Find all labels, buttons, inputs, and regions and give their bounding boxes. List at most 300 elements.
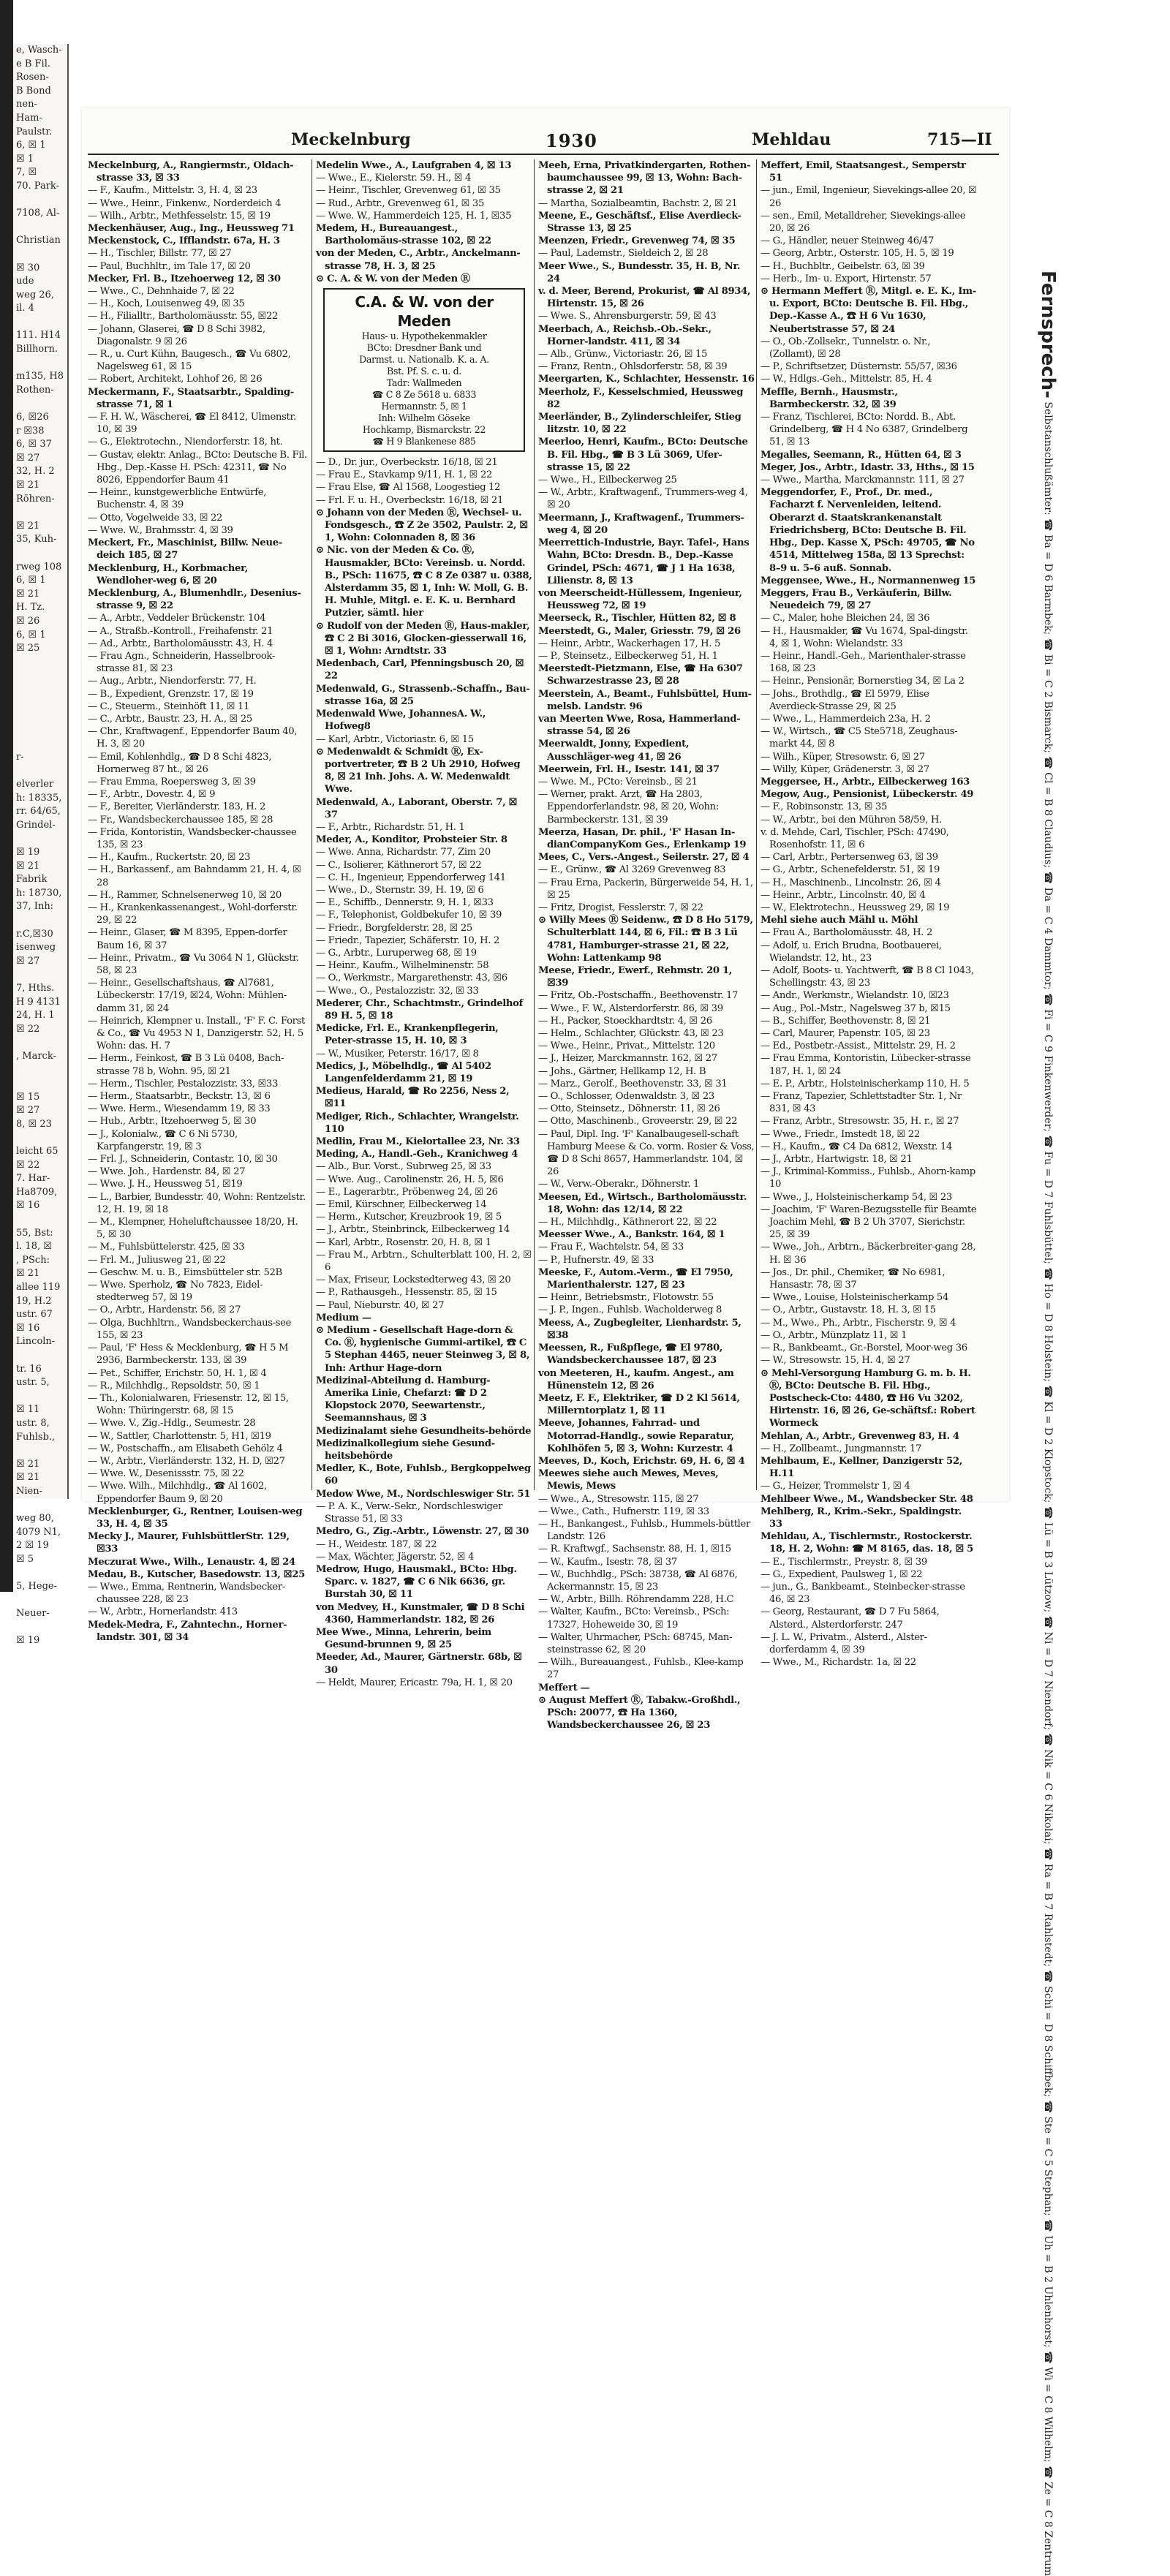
column-2 [312, 159, 532, 1688]
previous-page-fragment: ☒ 27 [16, 955, 40, 967]
directory-entry: Mehldau, A., Tischlermstr., Rostockerstr. 18, H. 2, Wohn: ☎ M 8165, das. 18, ☒ 5 [760, 1531, 973, 1555]
previous-page-fragment: ☒ 26 [16, 615, 40, 627]
advertisement-line: Hermannstr. 5, ☒ 1 [381, 401, 467, 412]
directory-entry: ⊙ Medium - Gesellschaft Hage-dorn & Co. Ⓡ, hygienische Gummi-artikel, ☎ C 5 Stephan 4465, neuer Steinweg 3, ☒ 8, Inh: Arthur Hage-dorn [316, 1325, 530, 1374]
directory-entry: Medium — [316, 1312, 371, 1323]
directory-entry: — Georg, Arbtr., Osterstr. 105, H. 5, ☒ 19 [760, 248, 954, 260]
previous-page-fragment: h: 18730, [16, 887, 62, 899]
directory-entry: — Wwe., M., Richardstr. 1a, ☒ 22 [760, 1657, 916, 1669]
directory-entry: Medenbach, Carl, Pfenningsbusch 20, ☒ 22 [316, 658, 524, 682]
page-number: 715—II [927, 130, 992, 149]
directory-entry: — Wwe. S., Ahrensburgerstr. 59, ☒ 43 [538, 311, 717, 322]
directory-entry: Meer Wwe., S., Bundesstr. 35, H. B, Nr. 24 [538, 260, 741, 284]
directory-entry: — Franz, Rentn., Ohlsdorferstr. 58, ☒ 39 [538, 361, 728, 373]
telephone-legend-title: Fernsprech- [1037, 271, 1059, 399]
directory-entry: Meewes siehe auch Mewes, Meves, Mewis, Mews [538, 1468, 719, 1492]
directory-entry: Meergarten, K., Schlachter, Hessenstr. 16 [538, 374, 755, 385]
directory-entry: Mecky J., Maurer, FuhlsbüttlerStr. 129, ☒33 [88, 1531, 290, 1555]
previous-page-fragment [13, 1567, 67, 1581]
directory-entry: — Adolf, u. Erich Brudna, Bootbauerei, Wielandstr. 12, ht., 23 [760, 940, 942, 964]
advertisement-line: ☎ C 8 Ze 5618 u. 6833 [371, 389, 477, 401]
directory-entry: — Frau Emma, Roepersweg 3, ☒ 39 [88, 776, 256, 787]
directory-entry: — M., Wwe., Ph., Arbtr., Fischerstr. 9, ☒ 4 [760, 1317, 956, 1329]
directory-entry: — jun., G., Bankbeamt., Steinbecker-strasse 46, ☒ 23 [760, 1581, 965, 1606]
directory-entry: — Willy, Küper, Grädenerstr. 3, ☒ 27 [760, 763, 929, 775]
directory-entry: — Emil, Kürschner, Eilbeckerweg 14 [316, 1199, 487, 1211]
directory-entry: — Emil, Kohlenhdlg., ☎ D 8 Schi 4823, Hornerweg 87 ht., ☒ 26 [88, 751, 272, 775]
directory-entry: — E. P., Arbtr., Holsteinischerkamp 110, H. 5 [760, 1078, 970, 1089]
previous-page-fragment [13, 248, 67, 262]
directory-entry: Meerstein, A., Beamt., Fuhlsbüttel, Hum-melsb. Landstr. 96 [538, 688, 752, 712]
directory-entry: — Heinrich, Klempner u. Install., 'F' F. C. Forst & Co., ☎ Vu 4953 N 1, Danzigerstr. 52, H. 5 Wohn: das. H. 7 [88, 1015, 305, 1052]
previous-page-fragment [13, 1621, 67, 1635]
directory-entry: — P., Schriftsetzer, Düsternstr. 55/57, ☒36 [760, 361, 957, 373]
directory-entry: — Wwe., L., Hammerdeich 23a, H. 2 [760, 713, 931, 725]
directory-entry: Medau, B., Kutscher, Basedowstr. 13, ☒25 [88, 1568, 305, 1580]
directory-entry: — H., Kaufm., ☎ C4 Da 6812, Wexstr. 14 [760, 1141, 952, 1152]
directory-entry: — W., Hdlgs.-Geh., Mittelstr. 85, H. 4 [760, 374, 932, 385]
directory-entry: Meder, A., Konditor, Probsteier Str. 8 [316, 834, 507, 846]
directory-entry: — Andr., Werkmstr., Wielandstr. 10, ☒23 [760, 990, 949, 1002]
previous-page-fragment: ☒ 21 [16, 860, 40, 872]
directory-entry: Meermann, J., Kraftwagenf., Trummers-weg 4, ☒ 20 [538, 512, 744, 536]
directory-entry: — B., Expedient, Grenzstr. 17, ☒ 19 [88, 688, 254, 700]
previous-page-fragment: 19, H.2 [16, 1295, 52, 1307]
directory-entry: ⊙ Rudolf von der Meden Ⓡ, Haus-makler, ☎ C 2 Bi 3016, Glocken-giesserwall 16, ☒ 1, Wohn: Arndtstr. 33 [316, 620, 530, 657]
directory-entry: — Frau Agn., Schneiderin, Hasselbrook-strasse 81, ☒ 23 [88, 650, 275, 675]
directory-entry: Meeves, D., Koch, Erichstr. 69, H. 6, ☒ 4 [538, 1455, 745, 1467]
previous-page-fragment: ☒ 30 [16, 262, 40, 273]
directory-entry: — Friedr., Tapezier, Schäferstr. 10, H. 2 [316, 934, 499, 946]
advertisement-box [323, 288, 525, 452]
previous-page-fragment: ☒ 5 [16, 1553, 34, 1565]
directory-entry: v. d. Mehde, Carl, Tischler, PSch: 47490, Rosenhofstr. 11, ☒ 6 [760, 826, 949, 850]
previous-page-fragment: m135, H8 [16, 371, 64, 382]
previous-page-fragment [13, 1064, 67, 1078]
directory-entry: — P., Steinsetz., Eilbeckerweg 51, H. 1 [538, 650, 718, 662]
directory-entry: — W., Stresowstr. 15, H. 4, ☒ 27 [760, 1355, 910, 1367]
directory-entry: Meetz, F. F., Elektriker, ☎ D 2 Kl 5614, Millerntorplatz 1, ☒ 11 [538, 1392, 740, 1417]
directory-entry: — G., Händler, neuer Steinweg 46/47 [760, 235, 934, 247]
previous-page-fragment: e B Fil. [16, 58, 50, 69]
directory-entry: — H., Koch, Louisenweg 49, ☒ 35 [88, 298, 245, 310]
directory-entry: — Heldt, Maurer, Ericastr. 79a, H. 1, ☒ 20 [316, 1677, 513, 1688]
directory-entry: — R., u. Curt Kühn, Baugesch., ☎ Vu 6802, Nagelsweg 61, ☒ 15 [88, 349, 291, 373]
previous-page-fragment: 6, ☒ 1 [16, 629, 46, 641]
directory-entry: Meerwein, Frl. H., Isestr. 141, ☒ 37 [538, 763, 720, 775]
directory-entry: — Alb., Grünw., Victoriastr. 26, ☒ 15 [538, 349, 708, 360]
directory-entry: — L., Barbier, Bundesstr. 40, Wohn: Rentzelstr. 12, H. 19, ☒ 18 [88, 1191, 306, 1215]
previous-page-fragment: ☒ 21 [16, 480, 40, 491]
directory-entry: — F., Arbtr., Richardstr. 51, H. 1 [316, 821, 465, 833]
directory-entry: — Paul, Buchhltr., im Tale 17, ☒ 20 [88, 260, 251, 272]
previous-page-fragment: , PSch: [16, 1254, 50, 1266]
directory-entry: — Wwe., Friedr., Imstedt 18, ☒ 22 [760, 1128, 920, 1140]
directory-entry: — H., Maschinenb., Lincolnstr. 26, ☒ 4 [760, 877, 941, 888]
directory-entry: — W., Postschaffn., am Elisabeth Gehölz 4 [88, 1443, 283, 1454]
previous-page-fragment: H. Tz. [16, 602, 45, 613]
previous-page-fragment: Neuer- [16, 1608, 50, 1620]
directory-entry: — W., Elektrotechn., Heussweg 29, ☒ 19 [760, 902, 950, 913]
directory-entry: Meggers, Frau B., Verkäuferin, Billw. Neuedeich 79, ☒ 27 [760, 587, 952, 612]
previous-page-fragment [13, 1213, 67, 1227]
previous-page-fragment: Grindel- [16, 819, 56, 831]
previous-page-fragment: ☒ 25 [16, 643, 40, 654]
directory-entry: — D., Dr. jur., Overbeckstr. 16/18, ☒ 21 [316, 457, 498, 469]
advertisement-line: Haus- u. Hypothekenmakler [361, 331, 487, 342]
directory-entry: — Paul, 'F' Hess & Mecklenburg, ☎ H 5 M 2936, Barmbeckerstr. 133, ☒ 39 [88, 1342, 289, 1367]
previous-page-fragment: ☒ 22 [16, 1023, 40, 1035]
directory-entry: Meerstedt-Pietzmann, Else, ☎ Ha 6307 Schwarzestrasse 23, ☒ 28 [538, 663, 743, 687]
directory-entry: — Wwe., C., Dehnhaide 7, ☒ 22 [88, 286, 235, 298]
directory-entry: — Fritz, Drogist, Fesslerstr. 7, ☒ 22 [538, 902, 703, 913]
directory-entry: — Heinr., Pensionär, Bornerstieg 34, ☒ La 2 [760, 676, 965, 687]
directory-entry: — E., Tischlermstr., Preystr. 8, ☒ 39 [760, 1556, 927, 1568]
directory-entry: Meesser Wwe., A., Bankstr. 164, ☒ 1 [538, 1229, 725, 1241]
directory-entry: — W., Sattler, Charlottenstr. 5, H1, ☒19 [88, 1430, 271, 1442]
advertisement-line: BCto: Dresdner Bank und [366, 342, 482, 354]
directory-entry: — Paul, Lademstr., Sieldeich 2, ☒ 28 [538, 248, 709, 260]
directory-entry: von Meerscheidt-Hüllessem, Ingenieur, Heussweg 72, ☒ 19 [538, 587, 742, 612]
directory-entry: Meger, Jos., Arbtr., Idastr. 33, Hths., ☒ 15 [760, 461, 975, 473]
directory-entry: Meerbach, A., Reichsb.-Ob.-Sekr., Horner-landstr. 411, ☒ 34 [538, 323, 712, 347]
previous-page-fragment: weg 26, [16, 289, 54, 301]
directory-entry: — sen., Emil, Metalldreher, Sievekings-allee 20, ☒ 26 [760, 210, 966, 235]
directory-entry: — F., Telephonist, Goldbekufer 10, ☒ 39 [316, 910, 502, 921]
directory-entry: — Herm., Kutscher, Kreuzbrook 19, ☒ 5 [316, 1212, 502, 1223]
directory-entry: — Wwe., Joh., Arbtrn., Bäckerbreiter-gang 28, H. ☒ 36 [760, 1242, 976, 1266]
directory-entry: — H., Bankangest., Fuhlsb., Hummels-büttler Landstr. 126 [538, 1518, 750, 1543]
directory-entry: Medler, K., Bote, Fuhlsb., Bergkoppelweg 60 [316, 1463, 531, 1487]
previous-page-fragment [13, 1390, 67, 1404]
directory-entry: — W., Kaufm., Isestr. 78, ☒ 37 [538, 1556, 677, 1568]
previous-page-fragment: leicht 65 [16, 1146, 58, 1157]
directory-entry: — Johs., Gärtner, Hellkamp 12, H. B [538, 1065, 706, 1077]
directory-entry: — Franz, Tischlerei, BCto: Nordd. B., Abt. Grindelberg, ☎ H 4 No 6387, Grindelberg 51, ☒ 13 [760, 412, 968, 448]
directory-entry: Meeder, Ad., Maurer, Gärtnerstr. 68b, ☒ 30 [316, 1652, 522, 1676]
previous-page-fragment: tr. 16 [16, 1363, 42, 1375]
page-header [82, 108, 1009, 151]
previous-page-fragment: 5, Hege- [16, 1581, 57, 1593]
previous-page-fragment: ☒ 27 [16, 452, 40, 464]
previous-page-fragment: nen- [16, 99, 37, 110]
directory-entry: — Herm., Tischler, Pestalozzistr. 33, ☒33 [88, 1078, 278, 1089]
previous-page-fragment: Röhren- [16, 493, 55, 505]
directory-entry: ⊙ C. A. & W. von der Meden Ⓡ [316, 273, 470, 284]
previous-page-fragment [13, 968, 67, 982]
directory-entry: — W., Arbtr., Billh. Röhrendamm 228, H.C [538, 1594, 734, 1606]
directory-entry: — Carl, Maurer, Papenstr. 105, ☒ 23 [760, 1028, 930, 1040]
previous-page-fragment: 8, ☒ 23 [16, 1118, 52, 1130]
directory-entry: Medenwald Wwe, JohannesA. W., Hofweg8 [316, 709, 486, 733]
previous-page-fragment: 32, H. 2 [16, 466, 55, 477]
directory-entry: — J. L. W., Privatm., Alsterd., Alster-dorferdamm 4, ☒ 39 [760, 1631, 927, 1655]
previous-page-fragment: Fabrik [16, 874, 48, 885]
telephone-legend-text: Selbstanschlußämter: ☎ Ba = D 6 Barmbek; ☎ Bi = C 2 Bismarck; ☎ Cl = B 8 Claudius; ☎ Da = C 4 Dammtor; ☎ Fi = C 9 Finkenwerder; ☎ Fu = D 7 Fuhlsbüttel; ☎ Ho = D 8 Holstein; ☎ Kl = D 2 Klopstock; ☎ Lü = B 3 Lützow; ☎ Ni = D 7 Niendorf; ☎ Nik = C 6 Nikolai; ☎ Ra = B 7 Rahlstedt; ☎ Schi = D 8 Schiffbek; ☎ Ste = C 5 Stephan; ☎ Uh = B 2 Uhlenhorst; ☎ Wi = C 8 Wilhelm; ☎ Ze = C 8 Zentrum [1042, 401, 1054, 2576]
directory-entry: — Jos., Dr. phil., Chemiker, ☎ No 6981, Hansastr. 78, ☒ 37 [760, 1266, 946, 1291]
directory-entry: — Wwe. Sperholz, ☎ No 7823, Eidel-stedterweg 57, ☒ 19 [88, 1280, 263, 1304]
directory-entry: — Wwe. J. H., Heussweg 51, ☒19 [88, 1179, 243, 1190]
directory-entry: — C. H., Ingenieur, Eppendorferweg 141 [316, 872, 506, 883]
previous-page-fragment: B Bond [16, 85, 51, 97]
directory-entry: — Wwe., A., Stresowstr. 115, ☒ 27 [538, 1493, 699, 1505]
directory-entry: — Helm., Schlachter, Glückstr. 43, ☒ 23 [538, 1028, 724, 1040]
directory-entry: Medenwald, A., Laborant, Oberstr. 7, ☒ 37 [316, 796, 518, 820]
directory-entry: Mecklenburger, G., Rentner, Louisen-weg 33, H. 4, ☒ 35 [88, 1506, 303, 1530]
directory-entry: — Friedr., Borgfelderstr. 28, ☒ 25 [316, 922, 472, 934]
previous-page-fragment: 6, ☒26 [16, 412, 49, 423]
directory-entry: — R., Bankbeamt., Gr.-Borstel, Moor-weg 36 [760, 1342, 967, 1354]
previous-page-fragment [13, 1444, 67, 1458]
previous-page-fragment: 24, H. 1 [16, 1010, 55, 1021]
directory-entry: — Max, Wächter, Jägerstr. 52, ☒ 4 [316, 1551, 475, 1563]
previous-page-fragment: Rosen- [16, 72, 49, 83]
directory-entry: Medro, G., Zig.-Arbtr., Löwenstr. 27, ☒ 30 [316, 1526, 529, 1538]
directory-entry: Meckenhäuser, Aug., Ing., Heussweg 71 [88, 223, 295, 235]
directory-entry: — C., Maler, hohe Bleichen 24, ☒ 36 [760, 613, 930, 624]
directory-entry: — H., Zollbeamt., Jungmannstr. 17 [760, 1443, 922, 1454]
directory-entry: — Karl, Arbtr., Victoriastr. 6, ☒ 15 [316, 733, 474, 745]
directory-entry: — Wilh., Bureauangest., Fuhlsb., Klee-kamp 27 [538, 1657, 744, 1681]
directory-entry: — B., Schiffer, Beethovenstr. 8, ☒ 21 [760, 1015, 931, 1027]
directory-entry: ⊙ Nic. von der Meden & Co. Ⓡ, Hausmakler, BCto: Vereinsb. u. Nordd. B., PSch: 11675, ☎ C 8 Ze 0387 u. 0388, Alsterdamm 35, ☒ 1, Inh: W. Moll, G. B. H. Muhle, Mitgl. e. E. K. u. Bernhard Putzier, sämtl. hier [316, 545, 532, 619]
directory-entry: — Georg, Restaurant, ☎ D 7 Fu 5864, Alsterd., Alsterdorferstr. 247 [760, 1606, 940, 1631]
directory-entry: — O., Arbtr., Gustavstr. 18, H. 3, ☒ 15 [760, 1304, 936, 1316]
directory-entry: — Wwe. Anna, Richardstr. 77, Zim 20 [316, 847, 491, 858]
previous-page-fragment: Christian [16, 235, 61, 246]
directory-entry: — H., Tischler, Billstr. 77, ☒ 27 [88, 248, 232, 260]
directory-entry: — Werner, prakt. Arzt, ☎ Ha 2803, Eppendorferlandstr. 98, ☒ 20, Wohn: Barmbeckerstr. 131, ☒ 39 [538, 789, 719, 826]
directory-entry: Mecker, Frl. B., Itzehoerweg 12, ☒ 30 [88, 273, 281, 284]
directory-entry: — J., Arbtr., Steinbrinck, Eilbeckerweg 14 [316, 1224, 510, 1236]
directory-entry: — C., Steuerm., Steinhöft 11, ☒ 11 [88, 700, 250, 712]
directory-entry: Mehlan, A., Arbtr., Grevenweg 83, H. 4 [760, 1430, 959, 1442]
directory-entry: — W., Musiker, Peterstr. 16/17, ☒ 8 [316, 1048, 479, 1060]
directory-entry: — Frau E., Stavkamp 9/11, H. 1, ☒ 22 [316, 469, 493, 481]
previous-page-edge [13, 44, 69, 1647]
previous-page-fragment: r- [16, 751, 24, 763]
directory-entry: — Frida, Kontoristin, Wandsbecker-chaussee 135, ☒ 23 [88, 826, 297, 850]
previous-page-fragment [13, 194, 67, 208]
directory-entry: Meerholz, F., Kesselschmied, Heussweg 82 [538, 386, 744, 410]
previous-page-fragment: rr. 64/65, [16, 806, 61, 817]
previous-page-fragment: weg 80, [16, 1513, 54, 1525]
directory-entry: — Aug., Arbtr., Niendorferstr. 77, H. [88, 676, 257, 687]
directory-entry: Medek-Medra, F., Zahntechn., Horner-landstr. 301, ☒ 34 [88, 1619, 287, 1643]
directory-entry: — Heinr., Kaufm., Wilhelminenstr. 58 [316, 960, 489, 972]
directory-entry: — R., Milchhdlg., Repsoldstr. 50, ☒ 1 [88, 1380, 260, 1391]
header-last-entry: Mehldau [752, 130, 831, 149]
directory-entry: — Franz, Tapezier, Schlettstadter Str. 1, Nr 831, ☒ 43 [760, 1091, 962, 1115]
directory-entry: — Frau A., Bartholomäusstr. 48, H. 2 [760, 927, 932, 939]
previous-page-fragment: Ham- [16, 112, 42, 124]
directory-entry: — J., Arbtr., Hartwigstr. 18, ☒ 21 [760, 1154, 913, 1166]
directory-entry: — W., Arbtr., bei den Mühren 58/59, H. [760, 814, 942, 826]
directory-entry: ⊙ Hermann Meffert Ⓡ, Mitgl. e. E. K., Im- u. Export, BCto: Deutsche B. Fil. Hbg., Dep.-Kasse A., ☎ H 6 Vu 1630, Neubertstrasse 57, ☒ 24 [760, 286, 976, 335]
previous-page-fragment: rweg 108 [16, 561, 62, 573]
directory-entry: ⊙ August Meffert Ⓡ, Tabakw.-Großhdl., PSch: 20077, ☎ Ha 1360, Wandsbeckerchaussee 26, ☒ 23 [538, 1694, 741, 1731]
directory-entry: Meffert — [538, 1682, 590, 1693]
previous-page-fragment: ☒ 21 [16, 1458, 40, 1470]
previous-page-fragment: 6, ☒ 1 [16, 575, 46, 586]
previous-page-fragment: ☒ 16 [16, 1322, 40, 1334]
directory-entry: — Pet., Schiffer, Erichstr. 50, H. 1, ☒ 4 [88, 1367, 267, 1379]
previous-page-fragment [13, 737, 67, 751]
directory-entry: — Herb., Im- u. Export, Hirtenstr. 57 [760, 273, 932, 284]
directory-entry: Mederer, Chr., Schachtmstr., Grindelhof 89 H. 5, ☒ 18 [316, 997, 523, 1021]
previous-page-fragment: 6, ☒ 1 [16, 140, 46, 151]
telephone-legend-strip [1011, 271, 1059, 2576]
previous-page-fragment: isenweg [16, 942, 56, 953]
previous-page-fragment: ☒ 21 [16, 1268, 40, 1280]
directory-entry: ⊙ Medenwaldt & Schmidt Ⓡ, Ex-portvertreter, ☎ B 2 Uh 2910, Hofweg 8, ☒ 21 Inh. Johs. A. W. Medenwaldt Wwe. [316, 746, 521, 796]
previous-page-fragment: ☒ 22 [16, 1159, 40, 1171]
directory-entry: v. d. Meer, Berend, Prokurist, ☎ Al 8934, Hirtenstr. 15, ☒ 26 [538, 286, 751, 310]
advertisement-line: ☎ H 9 Blankenese 885 [372, 436, 476, 447]
directory-entry: — Wwe. W., Hammerdeich 125, H. 1, ☒35 [316, 210, 512, 222]
previous-page-fragment: 35, Kuh- [16, 534, 57, 545]
directory-entry: — G., Elektrotechn., Niendorferstr. 18, ht. [88, 437, 283, 448]
previous-page-fragment: , Marck- [16, 1050, 56, 1062]
previous-page-fragment: ☒ 19 [16, 1635, 40, 1647]
directory-entry: — E., Schiffb., Dennerstr. 9, H. 1, ☒33 [316, 897, 494, 909]
directory-entry: — W., Verw.-Oberakr., Döhnerstr. 1 [538, 1179, 700, 1190]
column-1 [88, 159, 307, 1643]
directory-entry: Meerloo, Henri, Kaufm., BCto: Deutsche B. Fil. Hbg., ☎ B 3 Lü 3069, Ufer-strasse 15, ☒ 22 [538, 437, 748, 473]
directory-entry: Meggersee, H., Arbtr., Eilbeckerweg 163 [760, 776, 970, 787]
previous-page-fragment: ☒ 11 [16, 1404, 40, 1416]
directory-entry: — Wilh., Arbtr., Methfesselstr. 15, ☒ 19 [88, 210, 271, 222]
directory-entry: Medrow, Hugo, Hausmakl., BCto: Hbg. Sparc. v. 1827, ☎ C 6 Nik 6636, gr. Burstah 30, ☒ 11 [316, 1563, 517, 1601]
directory-entry: Mehlbaum, E., Kellner, Danzigerstr 52, H.11 [760, 1455, 962, 1480]
directory-entry: — J., Kolonialw., ☎ C 6 Ni 5730, Karpfangerstr. 19, ☒ 3 [88, 1128, 238, 1152]
directory-entry: — Heinr., Arbtr., Wackerhagen 17, H. 5 [538, 638, 721, 649]
directory-entry: Meckenstock, C., Ifflandstr. 67a, H. 3 [88, 235, 280, 247]
previous-page-fragment: 6, ☒ 37 [16, 439, 52, 450]
directory-entry: — Adolf, Boots- u. Yachtwerft, ☎ B 8 Cl 1043, Schellingstr. 43, ☒ 23 [760, 965, 974, 989]
advertisement-title: C.A. & W. von der Meden [355, 293, 494, 331]
directory-entry: Meeh, Erna, Privatkindergarten, Rothen-baumchaussee 99, ☒ 13, Wohn: Bach-strasse 2, ☒ 21 [538, 160, 751, 197]
previous-page-fragment: 37, Inh: [16, 901, 54, 913]
directory-entry: — Heinr., Privatm., ☎ Vu 3064 N 1, Glückstr. 58, ☒ 23 [88, 952, 299, 976]
directory-entry: Meene, E., Geschäftsf., Elise Averdieck-Strasse 13, ☒ 25 [538, 210, 741, 235]
header-rule [88, 154, 999, 155]
directory-entry: — Ed., Postbetr.-Assist., Mittelstr. 29, H. 2 [760, 1040, 956, 1052]
previous-page-fragment: Billhorn. [16, 344, 58, 355]
previous-page-fragment [13, 1036, 67, 1050]
previous-page-fragment: Ha8709, [16, 1186, 58, 1198]
directory-entry: — Wwe., F. W., Alsterdorferstr. 86, ☒ 39 [538, 1002, 723, 1014]
directory-entry: — J., Kriminal-Kommiss., Fuhlsb., Ahorn-kamp 10 [760, 1166, 975, 1190]
directory-entry: — Ad., Arbtr., Bartholomäusstr. 43, H. 4 [88, 638, 273, 649]
directory-entry: — C., Isolierer, Käthnerort 57, ☒ 22 [316, 859, 482, 871]
advertisement-line: Bst. Pf. S. c. u. d. [387, 366, 461, 377]
previous-page-fragment: elverler [16, 779, 54, 790]
directory-entry: Medlin, Frau M., Kielortallee 23, Nr. 33 [316, 1136, 520, 1147]
previous-page-fragment: ustr. 5, [16, 1377, 50, 1389]
directory-entry: Mees, C., Vers.-Angest., Seilerstr. 27, ☒ 4 [538, 852, 750, 864]
directory-entry: — Frau Else, ☎ Al 1568, Loogestieg 12 [316, 482, 501, 494]
directory-entry: — Frau M., Arbtrn., Schulterblatt 100, H. 2, ☒ 6 [316, 1249, 532, 1274]
previous-page-fragment: ustr. 67 [16, 1309, 53, 1321]
directory-entry: — Herm., Staatsarbtr., Beckstr. 13, ☒ 6 [88, 1091, 271, 1103]
directory-entry: — W., Arbtr., Kraftwagenf., Trummers-weg 4, ☒ 20 [538, 487, 748, 511]
previous-page-fragment: 111. H14 [16, 330, 61, 341]
directory-columns [88, 159, 977, 1731]
directory-entry: — E., Lagerarbtr., Pröbenweg 24, ☒ 26 [316, 1186, 498, 1198]
previous-page-fragment: ☒ 21 [16, 520, 40, 532]
directory-entry: — Otto, Maschinenb., Groveerstr. 29, ☒ 22 [538, 1116, 738, 1128]
directory-entry: — Geschw. M. u. B., Eimsbütteler str. 52B [88, 1266, 282, 1278]
column-3 [534, 159, 755, 1731]
directory-entry: — Otto, Vogelweide 33, ☒ 22 [88, 512, 223, 524]
directory-entry: Medics, J., Möbelhdlg., ☎ Al 5402 Langenfelderdamm 21, ☒ 19 [316, 1060, 491, 1084]
previous-page-fragment: ☒ 21 [16, 1472, 40, 1484]
directory-entry: — Frau Erna, Packerin, Bürgerweide 54, H. 1, ☒ 25 [538, 877, 753, 901]
directory-entry: — H., Hausmakler, ☎ Vu 1674, Spal-dingstr. 4, ☒ 1, Wohn: Wielandstr. 33 [760, 625, 968, 649]
directory-entry: — G., Arbtr., Schenefelderstr. 51, ☒ 19 [760, 864, 940, 876]
directory-entry: — F., Kaufm., Mittelstr. 3, H. 4, ☒ 23 [88, 185, 257, 197]
directory-entry: Medem, H., Bureauangest., Bartholomäus-strasse 102, ☒ 22 [316, 223, 491, 247]
directory-entry: von Meeteren, H., kaufm. Angest., am Hünenstein 12, ☒ 26 [538, 1367, 734, 1391]
directory-entry: Meeve, Johannes, Fahrrad- und Motorrad-Handlg., sowie Reparatur, Kohlhöfen 5, ☒ 3, Wohn: Kurzestr. 4 [538, 1418, 734, 1454]
directory-entry: — jun., Emil, Ingenieur, Sievekings-allee 20, ☒ 26 [760, 185, 977, 209]
directory-entry: — Wwe. M., PCto: Vereinsb., ☒ 21 [538, 776, 698, 787]
directory-entry: Medow Wwe, M., Nordschleswiger Str. 51 [316, 1488, 531, 1500]
directory-entry: — R. Kraftwgf., Sachsenstr. 88, H. 1, ☒15 [538, 1544, 731, 1555]
directory-entry: — Wwe. W., Desenissstr. 75, ☒ 22 [88, 1468, 244, 1480]
previous-page-fragment [13, 710, 67, 724]
directory-entry: — W., Buchhdlg., PSch: 38738, ☎ Al 6876, Ackermannstr. 15, ☒ 23 [538, 1568, 738, 1593]
previous-page-fragment: Fuhlsb., [16, 1431, 56, 1443]
directory-entry: — Heinr., Glaser, ☎ M 8395, Eppen-dorfer Baum 16, ☒ 37 [88, 927, 287, 951]
previous-page-fragment: 4079 N1, [16, 1526, 61, 1538]
directory-entry: — Wwe., H., Eilbeckerweg 25 [538, 475, 677, 486]
directory-entry: — Johs., Brothdlg., ☎ El 5979, Elise Averdieck-Strasse 29, ☒ 25 [760, 688, 929, 712]
directory-entry: — O., Arbtr., Münzplatz 11, ☒ 1 [760, 1329, 907, 1341]
previous-page-fragment: ☒ 21 [16, 588, 40, 600]
directory-entry: Meggendorfer, F., Prof., Dr. med., Facharzt f. Nervenleiden, leitend. Oberarzt d. Staatskrankenanstalt Friedrichsberg, BCto: Deutsche B. Fil. Hbg., Dep. Kasse X, PSch: 49705, ☎ No 4514, Mittelweg 158a, ☒ 13 Sprechst: 8–9 u. 5–6 auß. Sonnab. [760, 487, 975, 574]
directory-entry: Medenwald, G., Strassenb.-Schaffn., Bau-strasse 16a, ☒ 25 [316, 683, 530, 707]
previous-page-fragment: ☒ 1 [16, 153, 34, 165]
previous-page-fragment: ustr. 8, [16, 1417, 50, 1429]
directory-entry: Mecklenburg, H., Korbmacher, Wendloher-weg 6, ☒ 20 [88, 562, 248, 586]
directory-entry: Mehlbeer Wwe., M., Wandsbecker Str. 48 [760, 1493, 973, 1505]
directory-entry: — Walter, Uhrmacher, PSch: 68745, Man-steinstrasse 62, ☒ 20 [538, 1631, 733, 1655]
previous-page-fragment [13, 683, 67, 697]
directory-entry: — Carl, Arbtr., Pertersenweg 63, ☒ 39 [760, 852, 938, 864]
previous-page-fragment [13, 1499, 67, 1513]
directory-entry: — Wwe., D., Sternstr. 39, H. 19, ☒ 6 [316, 884, 484, 896]
directory-entry: Meese, Friedr., Ewerf., Rehmstr. 20 1, ☒39 [538, 965, 733, 989]
directory-entry: — Otto, Steinsetz., Döhnerstr. 11, ☒ 26 [538, 1103, 720, 1115]
directory-entry: — Paul, Nieburstr. 40, ☒ 27 [316, 1299, 445, 1311]
previous-page-fragment: 2 ☒ 19 [16, 1540, 49, 1552]
directory-entry: — Johann, Glaserei, ☎ D 8 Schi 3982, Diagonalstr. 9 ☒ 26 [88, 323, 265, 347]
previous-page-fragment: ☒ 19 [16, 847, 40, 858]
previous-page-fragment: 55, Bst: [16, 1227, 53, 1239]
previous-page-fragment [13, 1349, 67, 1363]
directory-entry: Meerstedt, G., Maler, Griesstr. 79, ☒ 26 [538, 625, 741, 637]
directory-entry: — Wwe. Aug., Carolinenstr. 26, H. 5, ☒6 [316, 1174, 504, 1185]
directory-entry: — Alb., Bur. Vorst., Subrweg 25, ☒ 33 [316, 1161, 491, 1173]
previous-page-fragment: 7, ☒ [16, 167, 37, 178]
directory-entry: — Wilh., Küper, Stresowstr. 6, ☒ 27 [760, 751, 925, 763]
column-4 [756, 159, 977, 1669]
directory-entry: — Wwe. Wilh., Milchhdlg., ☎ Al 1602, Eppendorfer Baum 9, ☒ 20 [88, 1481, 267, 1505]
previous-page-fragment [13, 547, 67, 561]
directory-entry: — Wwe., Cath., Hufnerstr. 119, ☒ 33 [538, 1506, 709, 1517]
